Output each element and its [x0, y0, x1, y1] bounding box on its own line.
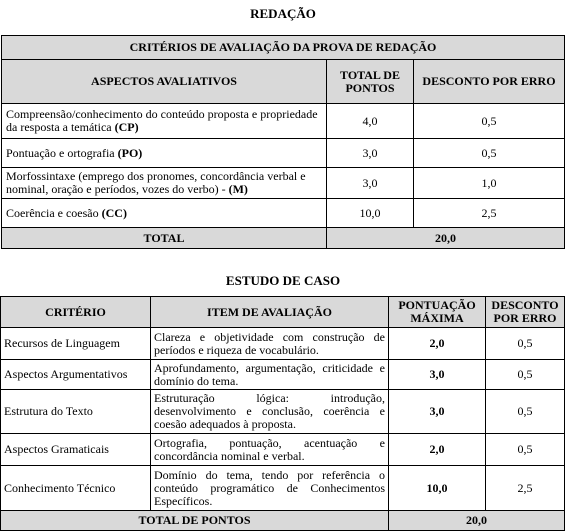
- redacao-heading: REDAÇÃO: [250, 6, 316, 21]
- total-cell: 4,0: [327, 104, 414, 139]
- col-header-item: ITEM DE AVALIAÇÃO: [151, 297, 389, 328]
- desconto-cell: 0,5: [486, 390, 565, 434]
- total-cell: 3,0: [327, 168, 414, 199]
- table-row: [1, 390, 565, 434]
- desconto-cell: 0,5: [414, 139, 565, 168]
- redacao-table-title: CRITÉRIOS DE AVALIAÇÃO DA PROVA DE REDAÇÃO: [2, 36, 565, 60]
- col-header-pontuacao: PONTUAÇÃO MÁXIMA: [389, 297, 486, 328]
- item-cell: Aprofundamento, argumentação, criticidade e domínio do tema.: [151, 360, 389, 390]
- table-row: [2, 139, 565, 168]
- item-cell: Estruturação lógica: introdução, desenvolvimento e conclusão, coerência e coesão adequados à proposta.: [151, 390, 389, 434]
- desconto-cell: 1,0: [414, 168, 565, 199]
- col-header-criterio: CRITÉRIO: [1, 297, 151, 328]
- aspect-cell: Coerência e coesão (CC): [2, 199, 327, 228]
- criterio-cell: Conhecimento Técnico: [1, 466, 151, 511]
- table-row: [1, 328, 565, 360]
- estudo-criteria-table: [0, 296, 565, 531]
- col-header-desconto: DESCONTO POR ERRO: [486, 297, 565, 328]
- table-row: [2, 168, 565, 199]
- redacao-criteria-table: [1, 35, 565, 249]
- pontuacao-cell: 10,0: [389, 466, 486, 511]
- aspect-cell: Compreensão/conhecimento do conteúdo proposta e propriedade da resposta a temática (CP): [2, 104, 327, 139]
- pontuacao-cell: 2,0: [389, 434, 486, 466]
- desconto-cell: 2,5: [414, 199, 565, 228]
- criterio-cell: Aspectos Argumentativos: [1, 360, 151, 390]
- total-label: TOTAL: [2, 228, 327, 249]
- total-label: TOTAL DE PONTOS: [1, 511, 389, 531]
- total-cell: 10,0: [327, 199, 414, 228]
- total-value: 20,0: [327, 228, 565, 249]
- desconto-cell: 0,5: [486, 360, 565, 390]
- total-cell: 3,0: [327, 139, 414, 168]
- item-cell: Ortografia, pontuação, acentuação e concordância nominal e verbal.: [151, 434, 389, 466]
- table-row: [1, 434, 565, 466]
- table-row: [1, 360, 565, 390]
- estudo-heading: ESTUDO DE CASO: [225, 273, 341, 288]
- desconto-cell: 0,5: [486, 328, 565, 360]
- table-row: [1, 466, 565, 511]
- total-value: 20,0: [389, 511, 565, 531]
- pontuacao-cell: 3,0: [389, 360, 486, 390]
- criterio-cell: Recursos de Linguagem: [1, 328, 151, 360]
- col-header-total: TOTAL DE PONTOS: [327, 60, 414, 104]
- aspect-cell: Morfossintaxe (emprego dos pronomes, concordância verbal e nominal, oração e períodos, vozes do verbo) - (M): [2, 168, 327, 199]
- desconto-cell: 0,5: [486, 434, 565, 466]
- item-cell: Clareza e objetividade com construção de períodos e riqueza de vocabulário.: [151, 328, 389, 360]
- table-row: [2, 199, 565, 228]
- aspect-cell: Pontuação e ortografia (PO): [2, 139, 327, 168]
- pontuacao-cell: 2,0: [389, 328, 486, 360]
- item-cell: Domínio do tema, tendo por referência o conteúdo programático de Conhecimentos Específicos.: [151, 466, 389, 511]
- desconto-cell: 2,5: [486, 466, 565, 511]
- criterio-cell: Aspectos Gramaticais: [1, 434, 151, 466]
- desconto-cell: 0,5: [414, 104, 565, 139]
- table-row: [2, 104, 565, 139]
- col-header-aspectos: ASPECTOS AVALIATIVOS: [2, 60, 327, 104]
- pontuacao-cell: 3,0: [389, 390, 486, 434]
- criterio-cell: Estrutura do Texto: [1, 390, 151, 434]
- col-header-desconto: DESCONTO POR ERRO: [414, 60, 565, 104]
